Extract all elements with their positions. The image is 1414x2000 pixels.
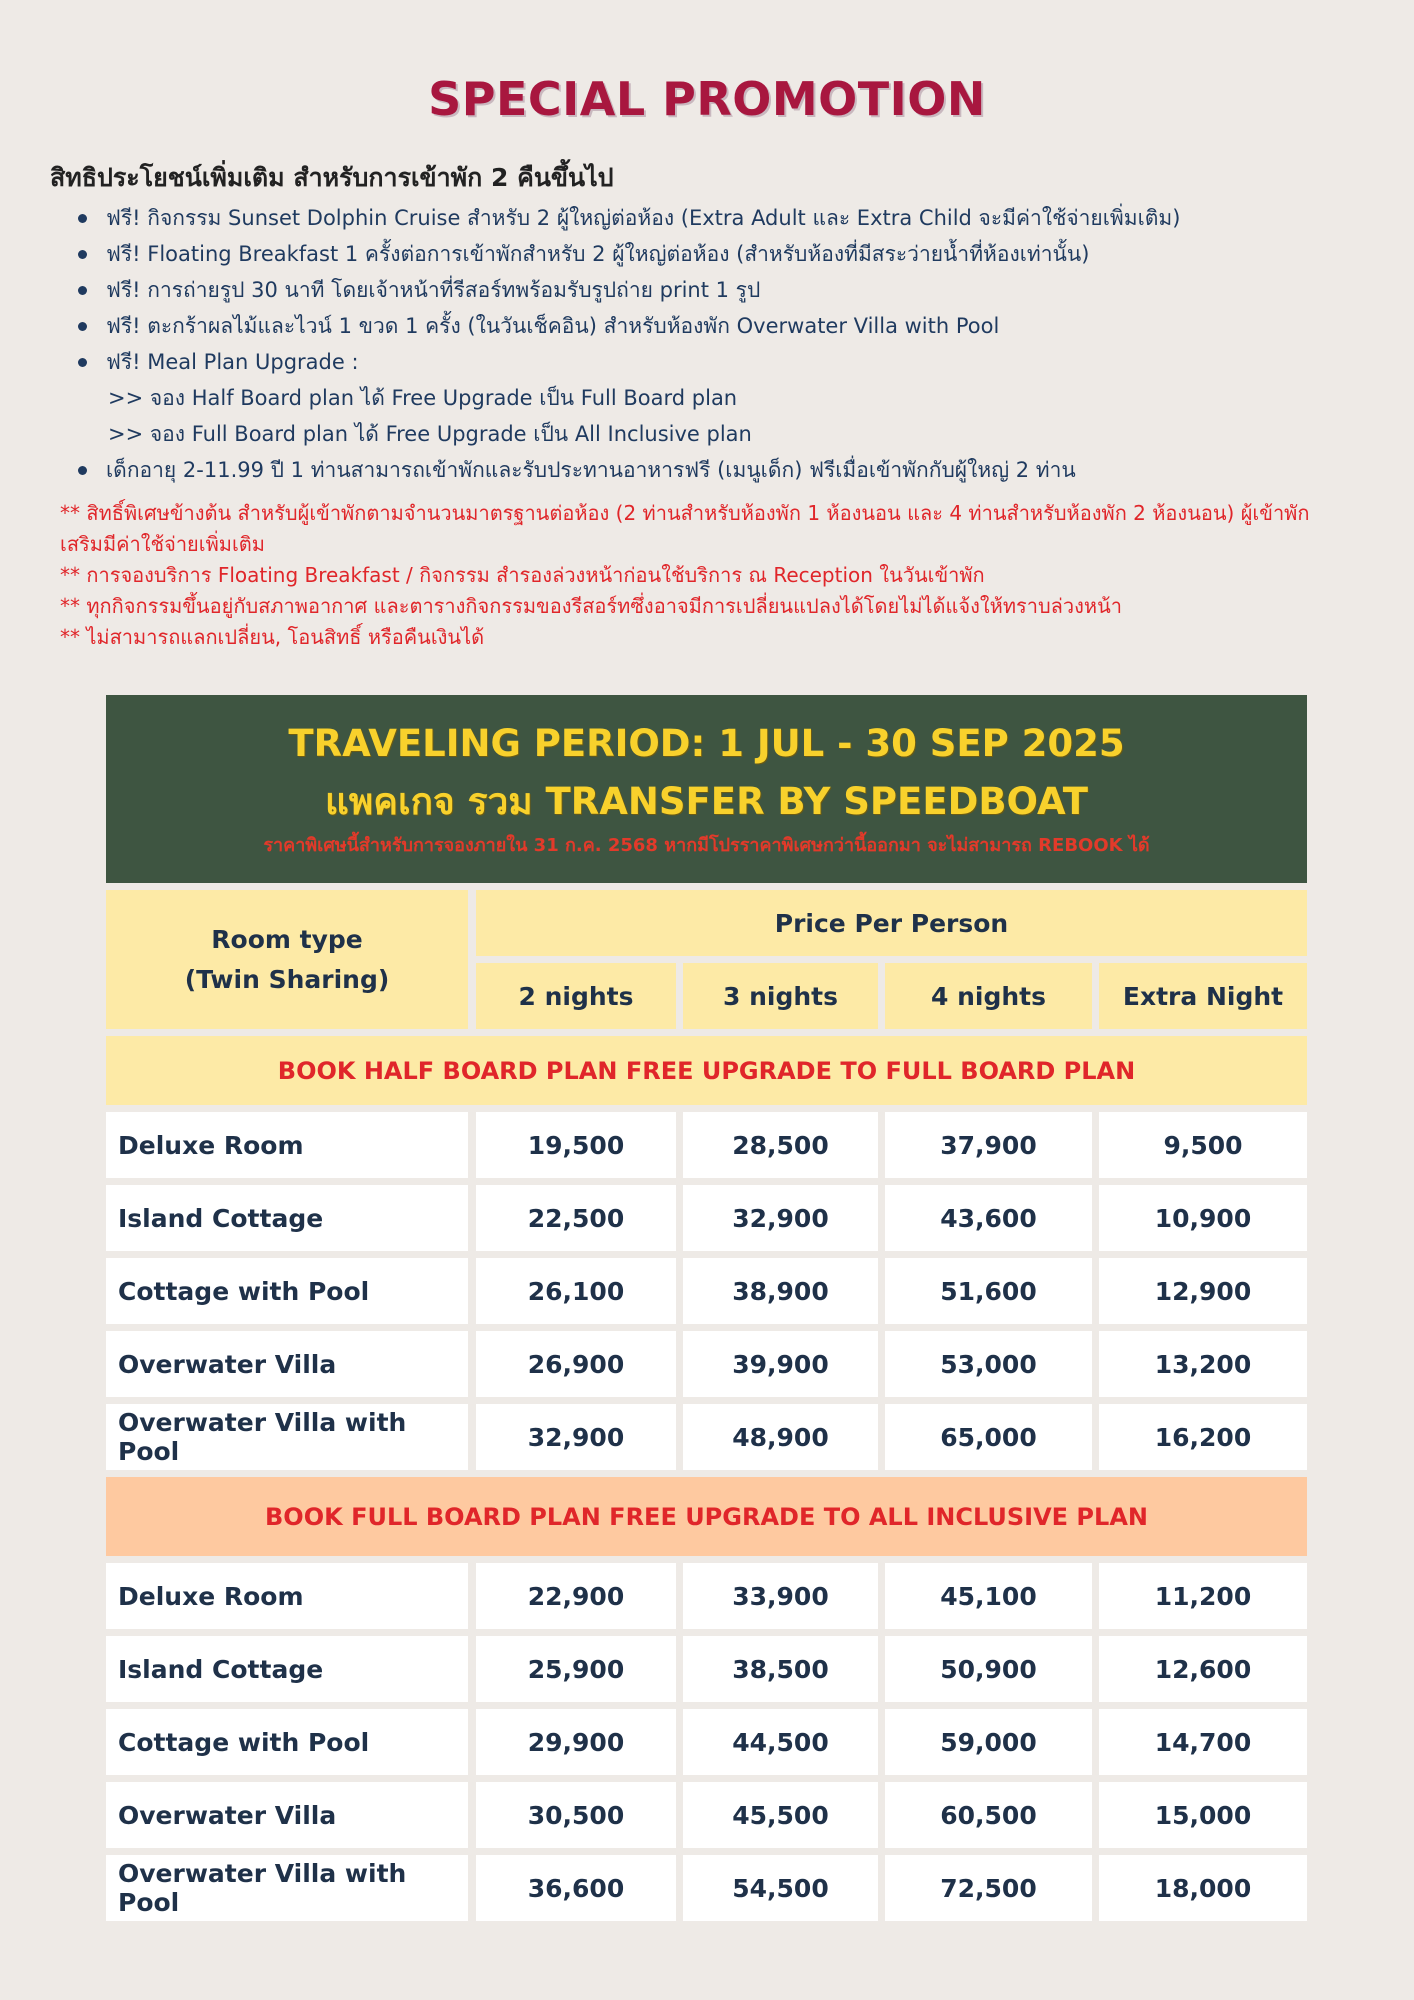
price-per-person-header: Price Per Person <box>476 890 1307 956</box>
bullet-icon <box>78 466 87 475</box>
price-cell: 29,900 <box>476 1709 676 1775</box>
room-name: Overwater Villa with Pool <box>106 1404 468 1470</box>
benefits-list <box>78 200 1378 488</box>
price-cell: 39,900 <box>683 1331 878 1397</box>
price-cell: 30,500 <box>476 1782 676 1848</box>
nights-column-header: Extra Night <box>1099 963 1307 1029</box>
bullet-icon <box>78 286 87 295</box>
price-cell: 16,200 <box>1099 1404 1307 1470</box>
travel-period: TRAVELING PERIOD: 1 JUL - 30 SEP 2025 <box>288 722 1125 765</box>
price-cell: 12,600 <box>1099 1636 1307 1702</box>
benefit-item: เด็กอายุ 2-11.99 ปี 1 ท่านสามารถเข้าพักและรับประทานอาหารฟรี (เมนูเด็ก) ฟรีเมื่อเข้าพักกับผู้ใหญ่ 2 ท่าน <box>78 452 1378 488</box>
price-cell: 26,900 <box>476 1331 676 1397</box>
benefit-subitem: >> จอง Half Board plan ได้ Free Upgrade เป็น Full Board plan <box>108 386 738 410</box>
note-item: ** สิทธิ์พิเศษข้างต้น สำหรับผู้เข้าพักตามจำนวนมาตรฐานต่อห้อง (2 ท่านสำหรับห้องพัก 1 ห้องนอน และ 4 ท่านสำหรับห้องพัก 2 ห้องนอน) ผู้เข้าพักเสริมมีค่าใช้จ่ายเพิ่มเติม <box>60 501 1310 556</box>
price-table <box>106 695 1307 1928</box>
conditions-notes <box>60 498 1340 653</box>
room-type-header <box>106 890 468 1029</box>
benefit-subitem: >> จอง Full Board plan ได้ Free Upgrade เป็น All Inclusive plan <box>108 422 752 446</box>
price-cell: 22,900 <box>476 1563 676 1629</box>
price-cell: 26,100 <box>476 1258 676 1324</box>
room-name: Cottage with Pool <box>106 1258 468 1324</box>
price-cell: 44,500 <box>683 1709 878 1775</box>
nights-column-header: 4 nights <box>885 963 1092 1029</box>
price-cell: 33,900 <box>683 1563 878 1629</box>
price-cell: 15,000 <box>1099 1782 1307 1848</box>
note-item: ** การจองบริการ Floating Breakfast / กิจกรรม สำรองล่วงหน้าก่อนใช้บริการ ณ Reception ในวันเข้าพัก <box>60 563 985 587</box>
price-cell: 37,900 <box>885 1112 1092 1178</box>
benefits-heading: สิทธิประโยชน์เพิ่มเติม สำหรับการเข้าพัก 2 คืนขึ้นไป <box>50 163 614 192</box>
page-title: SPECIAL PROMOTION <box>428 72 986 126</box>
price-cell: 72,500 <box>885 1855 1092 1921</box>
room-name: Island Cottage <box>106 1185 468 1251</box>
price-cell: 48,900 <box>683 1404 878 1470</box>
package-transfer: แพคเกจ รวม TRANSFER BY SPEEDBOAT <box>325 780 1088 823</box>
room-name: Overwater Villa with Pool <box>106 1855 468 1921</box>
price-cell: 50,900 <box>885 1636 1092 1702</box>
price-cell: 59,000 <box>885 1709 1092 1775</box>
room-type-label: Room type <box>211 924 363 954</box>
price-cell: 28,500 <box>683 1112 878 1178</box>
nights-column-header: 3 nights <box>683 963 878 1029</box>
price-cell: 22,500 <box>476 1185 676 1251</box>
price-cell: 51,600 <box>885 1258 1092 1324</box>
price-cell: 32,900 <box>683 1185 878 1251</box>
price-cell: 14,700 <box>1099 1709 1307 1775</box>
plan-header: BOOK HALF BOARD PLAN FREE UPGRADE TO FULL BOARD PLAN <box>106 1036 1307 1105</box>
price-cell: 12,900 <box>1099 1258 1307 1324</box>
price-cell: 9,500 <box>1099 1112 1307 1178</box>
price-cell: 38,500 <box>683 1636 878 1702</box>
benefit-item: ฟรี! กิจกรรม Sunset Dolphin Cruise สำหรับ 2 ผู้ใหญ่ต่อห้อง (Extra Adult และ Extra Child จะมีค่าใช้จ่ายเพิ่มเติม) <box>78 200 1378 236</box>
room-name: Deluxe Room <box>106 1112 468 1178</box>
price-cell: 45,500 <box>683 1782 878 1848</box>
price-cell: 19,500 <box>476 1112 676 1178</box>
note-item: ** ไม่สามารถแลกเปลี่ยน, โอนสิทธิ์ หรือคืนเงินได้ <box>60 625 485 649</box>
room-name: Overwater Villa <box>106 1782 468 1848</box>
benefit-item: ฟรี! การถ่ายรูป 30 นาที โดยเจ้าหน้าที่รีสอร์ทพร้อมรับรูปถ่าย print 1 รูป <box>78 272 1378 308</box>
bullet-icon <box>78 322 87 331</box>
room-name: Overwater Villa <box>106 1331 468 1397</box>
room-name: Deluxe Room <box>106 1563 468 1629</box>
price-cell: 38,900 <box>683 1258 878 1324</box>
price-cell: 13,200 <box>1099 1331 1307 1397</box>
price-cell: 11,200 <box>1099 1563 1307 1629</box>
bullet-icon <box>78 358 87 367</box>
price-cell: 65,000 <box>885 1404 1092 1470</box>
price-cell: 60,500 <box>885 1782 1092 1848</box>
price-cell: 10,900 <box>1099 1185 1307 1251</box>
price-cell: 18,000 <box>1099 1855 1307 1921</box>
plan-header: BOOK FULL BOARD PLAN FREE UPGRADE TO ALL INCLUSIVE PLAN <box>106 1477 1307 1556</box>
price-grid <box>106 883 1307 1928</box>
price-cell: 53,000 <box>885 1331 1092 1397</box>
benefit-item: ฟรี! ตะกร้าผลไม้และไวน์ 1 ขวด 1 ครั้ง (ในวันเช็คอิน) สำหรับห้องพัก Overwater Villa with Pool <box>78 308 1378 344</box>
price-cell: 32,900 <box>476 1404 676 1470</box>
price-cell: 25,900 <box>476 1636 676 1702</box>
bullet-icon <box>78 214 87 223</box>
bullet-icon <box>78 250 87 259</box>
benefit-item: ฟรี! Meal Plan Upgrade : <box>78 344 1378 380</box>
travel-period-banner <box>106 695 1307 883</box>
room-name: Cottage with Pool <box>106 1709 468 1775</box>
price-cell: 54,500 <box>683 1855 878 1921</box>
price-cell: 43,600 <box>885 1185 1092 1251</box>
price-cell: 45,100 <box>885 1563 1092 1629</box>
room-name: Island Cottage <box>106 1636 468 1702</box>
benefit-item: ฟรี! Floating Breakfast 1 ครั้งต่อการเข้าพักสำหรับ 2 ผู้ใหญ่ต่อห้อง (สำหรับห้องที่มีสระว่ายน้ำที่ห้องเท่านั้น) <box>78 236 1378 272</box>
note-item: ** ทุกกิจกรรมขึ้นอยู่กับสภาพอากาศ และตารางกิจกรรมของรีสอร์ทซึ่งอาจมีการเปลี่ยนแปลงได้โดยไม่ได้แจ้งให้ทราบล่วงหน้า <box>60 594 1123 618</box>
twin-sharing-label: (Twin Sharing) <box>184 964 390 994</box>
booking-condition: ราคาพิเศษนี้สำหรับการจองภายใน 31 ก.ค. 2568 หากมีโปรราคาพิเศษกว่านี้ออกมา จะไม่สามารถ REBOOK ได้ <box>263 835 1150 856</box>
price-cell: 36,600 <box>476 1855 676 1921</box>
nights-column-header: 2 nights <box>476 963 676 1029</box>
